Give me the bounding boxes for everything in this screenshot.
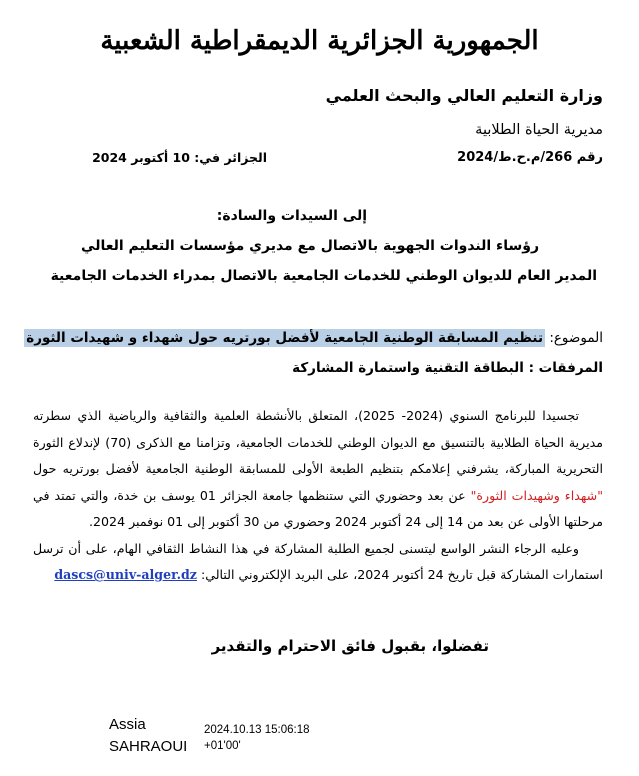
body-text-1a: تجسيدا للبرنامج السنوي (2024- 2025)، المتعلق بالأنشطة العلمية والثقافية والرياضية الذي سطرته مديرية الحياة الطلابية بالتنسيق مع الديوان الوطني للخدمات الجامعية، وتزامنا مع الذكرى (70) لإندلاع الثورة التحريرية المباركة، يشرفني إعلامكم بتنظيم الطبعة الأولى للمسابقة الوطنية الجامعية لأفضل بورتريه حول [33, 408, 603, 476]
signature-name: Assia SAHRAOUI [109, 716, 188, 755]
directorate-name: مديرية الحياة الطلابية [475, 122, 603, 138]
letter-body [33, 403, 603, 589]
place-date: الجزائر في: 10 أكتوبر 2024 [92, 150, 267, 165]
republic-title: الجمهورية الجزائرية الديمقراطية الشعبية [100, 26, 539, 56]
email-link[interactable]: dascs@univ-alger.dz [54, 567, 197, 582]
addressee-intro: إلى السيدات والسادة: [216, 208, 367, 224]
subject-row [24, 330, 603, 346]
body-text-1b: عن بعد وحضوري التي ستنظمها جامعة الجزائر 01 يوسف بن خدة، والتي تمتد في مرحلتها الأولى عن بعد من 14 إلى 24 أكتوبر 2024 وحضوري من 30 أكتوبر إلى 01 نوفمبر 2024. [33, 487, 603, 529]
body-paragraph-1 [33, 403, 603, 536]
highlighted-theme: "شهداء وشهيدات الثورة" [470, 487, 603, 503]
subject-text: تنظيم المسابقة الوطنية الجامعية لأفضل بورتريه حول شهداء و شهيدات الثورة [26, 330, 544, 346]
closing-greeting: تفضلوا، بقبول فائق الاحترام والتقدير [211, 637, 489, 655]
attachments-text: البطاقة التقنية واستمارة المشاركة [292, 360, 524, 376]
body-text-2a: وعليه الرجاء النشر الواسع ليتسنى لجميع الطلبة المشاركة في هذا النشاط الثقافي الهام، على أن ترسل استمارات المشاركة قبل تاريخ 24 أكتوبر 2024، على البريد الإلكتروني التالي: [33, 540, 603, 582]
subject-label: الموضوع: [549, 330, 603, 346]
signature-datetime: 2024.10.13 15:06:18 +01'00' [204, 724, 310, 752]
attachments-label: المرفقات : [528, 360, 603, 376]
ministry-name: وزارة التعليم العالي والبحث العلمي [325, 86, 603, 105]
reference-number: رقم 266/م.ح.ط/2024 [457, 150, 603, 165]
attachments-row [292, 360, 603, 376]
body-paragraph-2 [33, 536, 603, 589]
addressee-line-1: رؤساء الندوات الجهوية بالاتصال مع مديري مؤسسات التعليم العالي [81, 238, 539, 254]
addressee-line-2: المدير العام للديوان الوطني للخدمات الجامعية بالاتصال بمدراء الخدمات الجامعية [50, 268, 597, 284]
